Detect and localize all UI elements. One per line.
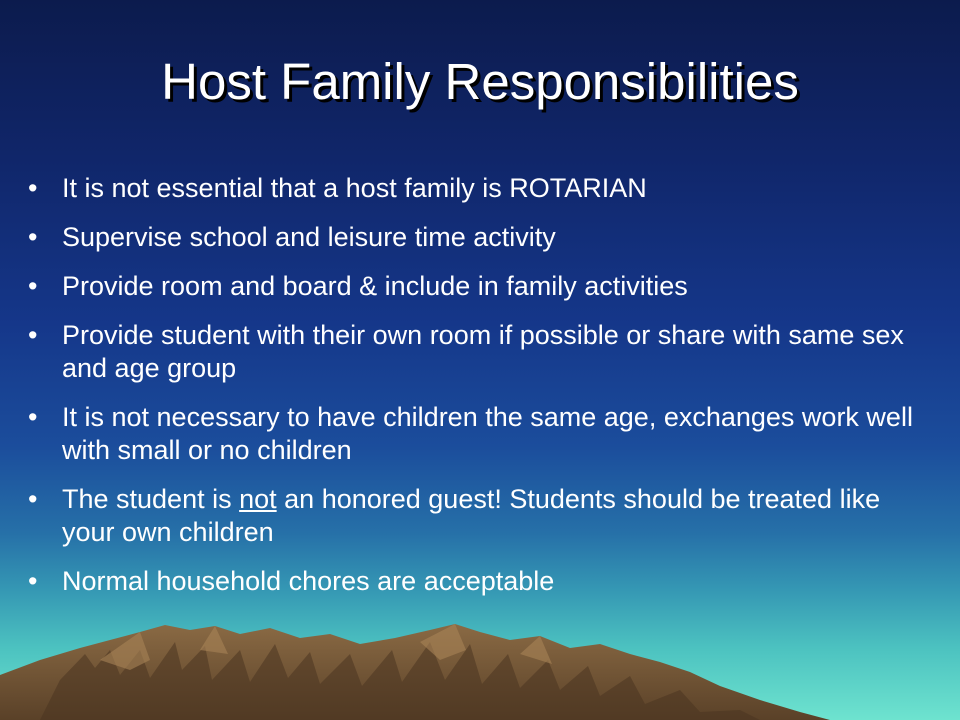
emphasis-text: not [239,484,277,514]
bullet-item [28,483,938,549]
bullet-icon: • [28,402,38,432]
bullet-item [28,401,938,467]
bullet-text-before: The student is [62,484,240,514]
bullet-text: Provide student with their own room if possible or share with same sex and age group [62,320,904,383]
bullet-item [28,565,938,598]
bullet-icon: • [28,566,38,596]
bullet-icon: • [28,320,38,350]
bullet-icon: • [28,271,38,301]
slide-title: Host Family Responsibilities [161,53,799,110]
bullet-item [28,221,938,254]
bullet-text: It is not necessary to have children the same age, exchanges work well with small or no children [62,402,913,465]
bullet-icon: • [28,173,38,203]
bullet-text: It is not essential that a host family is ROTARIAN [62,173,647,203]
bullet-text [62,484,880,547]
bullet-item [28,270,938,303]
bullet-icon: • [28,222,38,252]
mountain-range-illustration [0,620,960,720]
bullet-icon: • [28,484,38,514]
bullet-text: Supervise school and leisure time activity [62,222,556,252]
bullet-item [28,172,938,205]
bullet-text: Provide room and board & include in family activities [62,271,688,301]
bullet-list [28,172,938,614]
bullet-text: Normal household chores are acceptable [62,566,555,596]
bullet-text-after: an honored guest! Students should be treated like your own children [62,484,881,547]
bullet-item [28,319,938,385]
